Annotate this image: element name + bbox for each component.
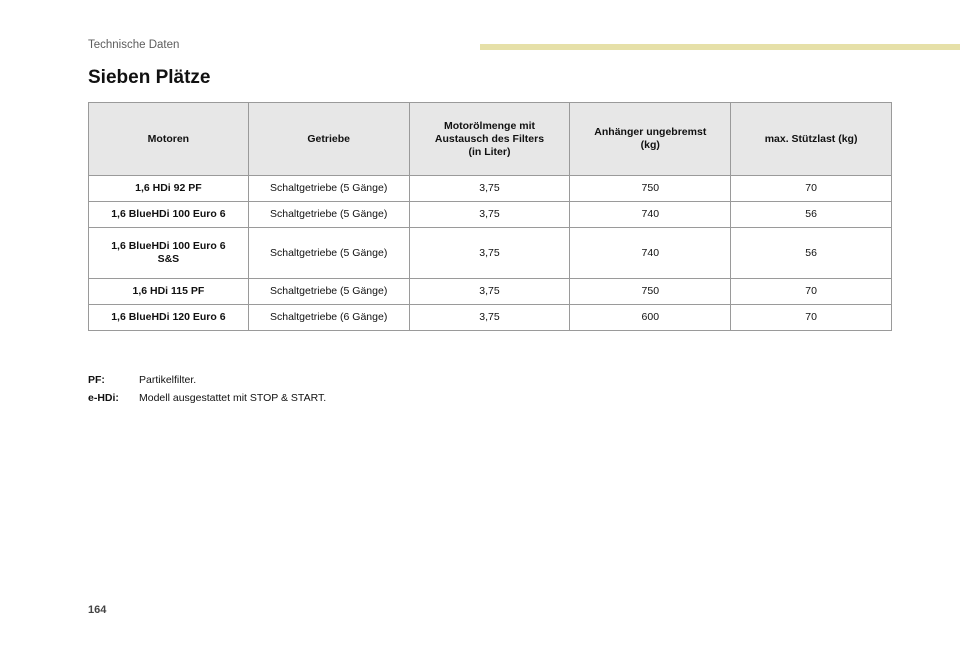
footnote-definition: Partikelfilter. (139, 374, 197, 386)
cell-getriebe: Schaltgetriebe (5 Gänge) (248, 228, 409, 279)
table-row (89, 202, 892, 228)
footnote-term: e-HDi: (88, 392, 119, 404)
cell-getriebe: Schaltgetriebe (5 Gänge) (248, 279, 409, 305)
cell-stuetzlast: 70 (731, 176, 892, 202)
cell-motor: 1,6 BlueHDi 120 Euro 6 (89, 305, 249, 331)
cell-motor: 1,6 BlueHDi 100 Euro 6 S&S (89, 228, 249, 279)
table-header-row (89, 103, 892, 176)
cell-anhaenger: 750 (570, 279, 731, 305)
header-stuetzlast: max. Stützlast (kg) (731, 103, 892, 176)
table-row (89, 176, 892, 202)
cell-getriebe: Schaltgetriebe (5 Gänge) (248, 202, 409, 228)
cell-anhaenger: 750 (570, 176, 731, 202)
page-title: Sieben Plätze (88, 67, 211, 88)
cell-oel: 3,75 (409, 305, 570, 331)
cell-getriebe: Schaltgetriebe (5 Gänge) (248, 176, 409, 202)
cell-stuetzlast: 70 (731, 279, 892, 305)
footnotes (88, 371, 326, 407)
cell-oel: 3,75 (409, 202, 570, 228)
cell-stuetzlast: 70 (731, 305, 892, 331)
header-anhaenger: Anhänger ungebremst (kg) (570, 103, 731, 176)
footnote-item (88, 371, 326, 389)
cell-oel: 3,75 (409, 279, 570, 305)
page-number: 164 (88, 604, 107, 616)
footnote-definition: Modell ausgestattet mit STOP & START. (139, 392, 327, 404)
specs-table (88, 102, 892, 331)
cell-motor: 1,6 HDi 115 PF (89, 279, 249, 305)
cell-oel: 3,75 (409, 228, 570, 279)
footnote-item (88, 389, 326, 407)
table-row (89, 279, 892, 305)
cell-stuetzlast: 56 (731, 202, 892, 228)
cell-anhaenger: 600 (570, 305, 731, 331)
cell-motor: 1,6 BlueHDi 100 Euro 6 (89, 202, 249, 228)
header-getriebe: Getriebe (248, 103, 409, 176)
cell-getriebe: Schaltgetriebe (6 Gänge) (248, 305, 409, 331)
table-row (89, 228, 892, 279)
cell-motor: 1,6 HDi 92 PF (89, 176, 249, 202)
header-oelmenge: Motorölmenge mit Austausch des Filters (in Liter) (409, 103, 570, 176)
cell-oel: 3,75 (409, 176, 570, 202)
header-accent-bar (480, 44, 960, 50)
cell-anhaenger: 740 (570, 202, 731, 228)
table-row (89, 305, 892, 331)
section-header-label: Technische Daten (88, 39, 180, 51)
footnote-term: PF: (88, 374, 105, 386)
cell-anhaenger: 740 (570, 228, 731, 279)
header-motoren: Motoren (89, 103, 249, 176)
cell-stuetzlast: 56 (731, 228, 892, 279)
